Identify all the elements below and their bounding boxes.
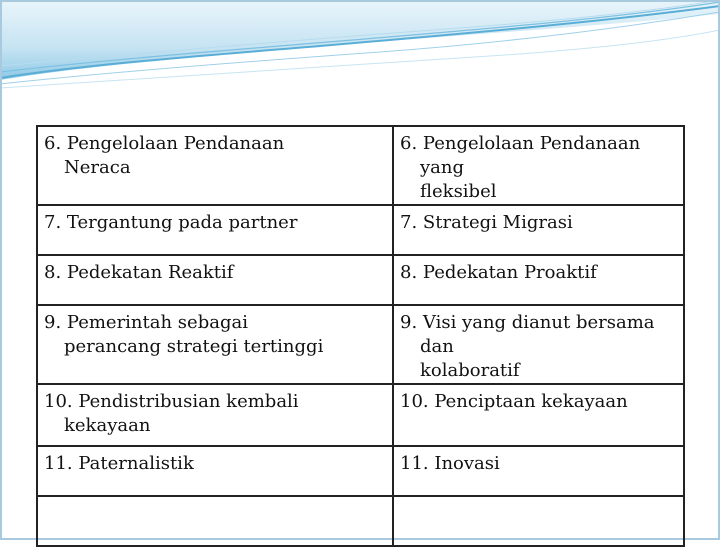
table-row — [37, 305, 684, 384]
table-cell-right: 9. Visi yang dianut bersama dan kolaboratif — [393, 305, 684, 384]
table-cell-left: 10. Pendistribusian kembali kekayaan — [37, 384, 393, 446]
table-cell-left: 8. Pedekatan Reaktif — [37, 255, 393, 305]
table-row — [37, 496, 684, 546]
table-row — [37, 255, 684, 305]
table-row — [37, 126, 684, 205]
comparison-table — [36, 125, 685, 547]
table-cell-left: 9. Pemerintah sebagai perancang strategi tertinggi — [37, 305, 393, 384]
table-row — [37, 446, 684, 496]
table-cell-left: 6. Pengelolaan Pendanaan Neraca — [37, 126, 393, 205]
table-cell-right: 6. Pengelolaan Pendanaan yang fleksibel — [393, 126, 684, 205]
table-cell-right: 8. Pedekatan Proaktif — [393, 255, 684, 305]
table-cell-right: 7. Strategi Migrasi — [393, 205, 684, 255]
table-cell-left: 11. Paternalistik — [37, 446, 393, 496]
table-cell-right — [393, 496, 684, 546]
table-cell-left — [37, 496, 393, 546]
table-cell-right: 11. Inovasi — [393, 446, 684, 496]
table-row — [37, 384, 684, 446]
header-wave-decoration — [0, 0, 720, 95]
table-cell-left: 7. Tergantung pada partner — [37, 205, 393, 255]
table-row — [37, 205, 684, 255]
table-cell-right: 10. Penciptaan kekayaan — [393, 384, 684, 446]
